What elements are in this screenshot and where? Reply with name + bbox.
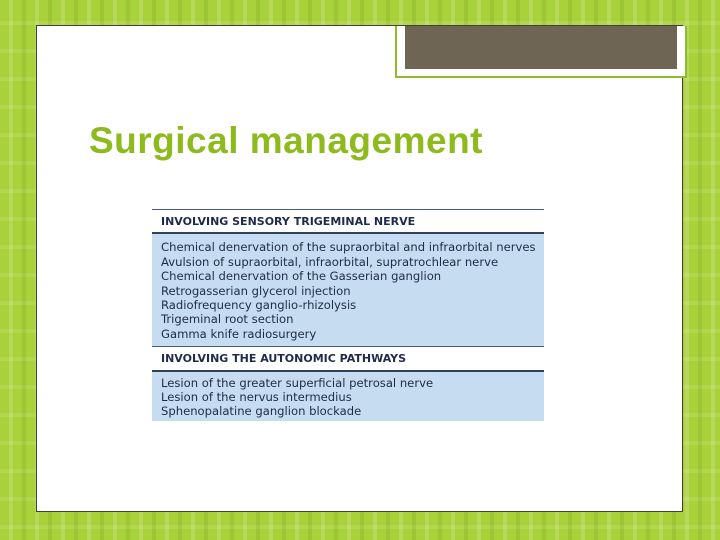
section-heading-sensory: INVOLVING SENSORY TRIGEMINAL NERVE	[152, 209, 544, 234]
list-item: Chemical denervation of the Gasserian ganglion	[161, 269, 442, 284]
list-item: Chemical denervation of the supraorbital and infraorbital nerves	[161, 240, 536, 255]
list-item: Gamma knife radiosurgery	[161, 326, 317, 341]
section-body-autonomic	[152, 372, 544, 421]
decorative-plate-fill	[405, 26, 677, 69]
treatment-table	[152, 209, 544, 421]
list-item: Lesion of the nervus intermedius	[161, 390, 352, 405]
section-heading-autonomic: INVOLVING THE AUTONOMIC PATHWAYS	[152, 346, 544, 371]
list-item: Radiofrequency ganglio-rhizolysis	[161, 298, 357, 313]
list-item: Avulsion of supraorbital, infraorbital, supratrochlear nerve	[161, 254, 499, 269]
list-item: Retrogasserian glycerol injection	[161, 283, 351, 298]
section-body-sensory	[152, 234, 544, 346]
list-item: Trigeminal root section	[161, 312, 294, 327]
list-item: Sphenopalatine ganglion blockade	[161, 404, 362, 419]
list-item: Lesion of the greater superficial petrosal nerve	[161, 375, 434, 390]
slide-title: Surgical management	[89, 120, 484, 161]
decorative-top-plate	[395, 26, 687, 78]
